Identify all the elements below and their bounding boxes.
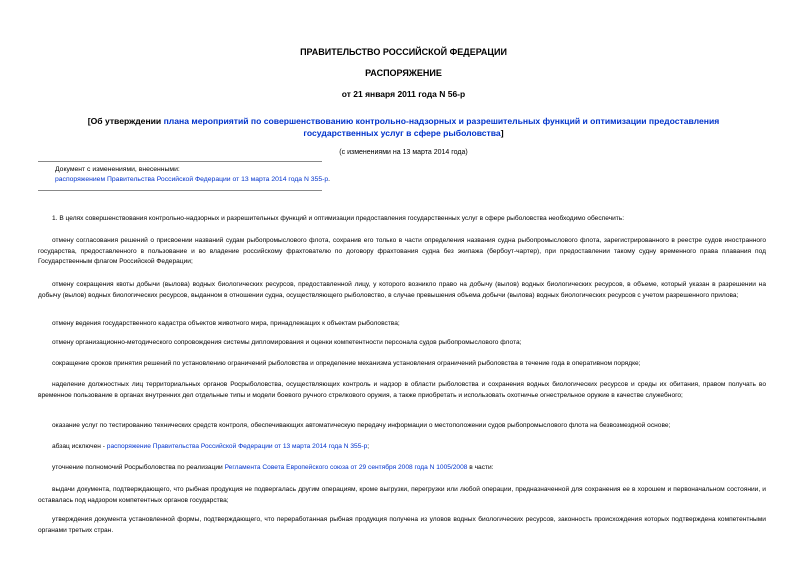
document-date-number: от 21 января 2011 года N 56-р xyxy=(341,89,466,99)
government-heading: ПРАВИТЕЛЬСТВО РОССИЙСКОЙ ФЕДЕРАЦИИ xyxy=(300,47,507,57)
paragraph-4: отмену ведения государственного кадастра объектов животного мира, принадлежащих к объектам рыболовства; xyxy=(52,320,400,327)
amendment-link[interactable]: распоряжением Правительства Российской Федерации от 13 марта 2014 года N 355-р xyxy=(55,176,329,183)
p10-suffix: в части: xyxy=(467,464,494,471)
p10-link[interactable]: Регламента Совета Европейского союза от 29 сентября 2008 года N 1005/2008 xyxy=(224,464,468,471)
changes-note: (с изменениями на 13 марта 2014 года) xyxy=(339,149,468,156)
paragraph-7: наделение должностных лиц территориальных органов Росрыболовства, осуществляющих контроль и надзор в области рыболовства и сохранения водных биологических ресурсов и среды их обитания, правом получать во временное пользование в органах внутренних дел отдельные типы и модели боевого ручного стрелкового оружия, а также приобретать и использовать охотничье огнестрельное оружие в качестве служебного; xyxy=(38,381,766,399)
p9-prefix: абзац исключен - xyxy=(52,443,107,450)
paragraph-3: отмену сокращения квоты добычи (вылова) водных биологических ресурсов, предоставленной лицу, у которого возникло право на добычу (вылов) водных биологических ресурсов, в объеме, который указан в разрешении на добычу (вылов) водных биологических ресурсов, выданном в отношении судна, осуществляющего рыболовство, в случае превышения объема добычи (вылова) водных биологических ресурсов с учетом разрешенного прилова; xyxy=(38,281,766,299)
amendments-label: Документ с изменениями, внесенными: xyxy=(55,166,180,173)
title-close-bracket: ] xyxy=(500,127,504,138)
p9-suffix: ; xyxy=(367,443,370,450)
divider-bottom xyxy=(38,190,322,191)
paragraph-10 xyxy=(38,463,766,474)
amendment-suffix: . xyxy=(328,176,331,183)
paragraph-11: выдачи документа, подтверждающего, что рыбная продукция не подвергалась другим операциям, кроме выгрузки, перегрузки или любой операции, предназначенной для сохранения ее в хорошем и первоначальном состоянии, и оставалась под надзором компетентных органов государства; xyxy=(38,486,766,504)
title-link[interactable]: плана мероприятий по совершенствованию контрольно-надзорных и разрешительных функций и оптимизации предоставления государственных услуг в сфере рыболовства xyxy=(163,116,720,138)
paragraph-2: отмену согласования решений о присвоении названий судам рыбопромыслового флота, сохранив его только в части определения названия судна рыбопромыслового флота, зарегистрированного в реестре судов иностранного государства, предоставленного в пользование и во владение российскому фрахтователю по договору фрахтования судна без экипажа (бербоут-чартер), при предоставлении такому судну временного права плавания под Государственным флагом Российской Федерации; xyxy=(38,237,766,266)
p10-prefix: уточнение полномочий Росрыболовства по реализации xyxy=(52,464,225,471)
amendments-box xyxy=(55,165,330,185)
paragraph-1: 1. В целях совершенствования контрольно-надзорных и разрешительных функций и оптимизации предоставления государственных услуг в сфере рыболовства необходимо обеспечить: xyxy=(52,215,625,222)
title-open-bracket: [Об утверждении xyxy=(87,116,164,126)
paragraph-9 xyxy=(38,442,766,453)
paragraph-5: отмену организационно-методического сопровождения системы дипломирования и оценки компетентности персонала судов рыбопромыслового флота; xyxy=(52,339,522,346)
paragraph-8: оказание услуг по тестированию технических средств контроля, обеспечивающих автоматическую передачу информации о местоположении судов рыбопромыслового флота на безвозмездной основе; xyxy=(52,422,671,429)
paragraph-6: сокращение сроков принятия решений по установлению ограничений рыболовства и определение механизма установления ограничений рыболовства в течение года в оперативном порядке; xyxy=(52,360,641,367)
document-title xyxy=(70,116,737,139)
p9-link[interactable]: распоряжение Правительства Российской Федерации от 13 марта 2014 года N 355-р xyxy=(106,443,368,450)
paragraph-12: утверждения документа установленной формы, подтверждающего, что переработанная рыбная продукция получена из уловов водных биологических ресурсов, законность происхождения которых подтверждена компетентными органами третьих стран. xyxy=(38,516,766,534)
document-type-heading: РАСПОРЯЖЕНИЕ xyxy=(365,68,442,78)
divider-top xyxy=(38,161,322,162)
